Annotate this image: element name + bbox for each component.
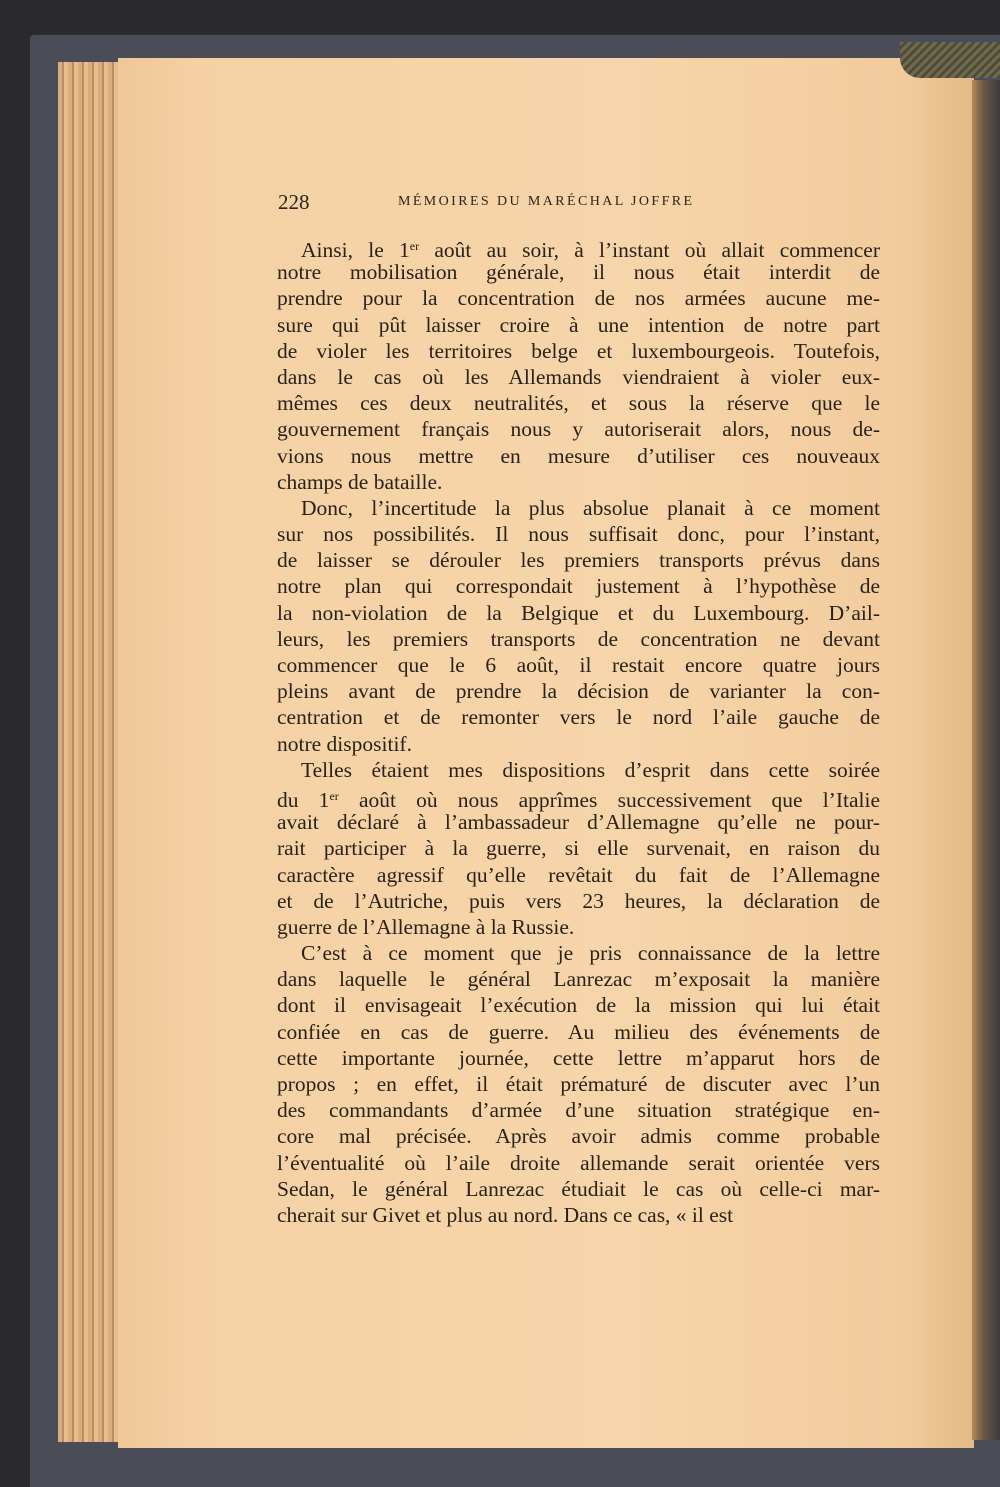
text-line: et de l’Autriche, puis vers 23 heures, la déclaration de	[277, 888, 880, 913]
text-line: rait participer à la guerre, si elle survenait, en raison du	[277, 836, 880, 861]
text-line: Telles étaient mes dispositions d’esprit dans cette soirée	[301, 757, 880, 782]
body-text	[277, 233, 880, 1228]
text-line: de violer les territoires belge et luxembourgeois. Toutefois,	[277, 338, 880, 363]
text-line: dans le cas où les Allemands viendraient à violer eux-	[277, 364, 880, 389]
text-line: C’est à ce moment que je pris connaissance de la lettre	[301, 941, 880, 966]
text-line: des commandants d’armée d’une situation stratégique en-	[277, 1098, 880, 1123]
text-line: guerre de l’Allemagne à la Russie.	[277, 914, 575, 939]
paragraph	[277, 233, 880, 495]
text-line: core mal précisée. Après avoir admis comme probable	[277, 1124, 880, 1149]
text-line: leurs, les premiers transports de concentration ne devant	[277, 626, 880, 651]
page-number: 228	[278, 190, 310, 214]
text-line: commencer que le 6 août, il restait encore quatre jours	[277, 653, 880, 677]
text-line: dont il envisageait l’exécution de la mission qui lui était	[277, 993, 880, 1018]
text-line: Ainsi, le 1er août au soir, à l’instant où allait commencer	[301, 238, 881, 262]
text-line: de laisser se dérouler les premiers transports prévus dans	[277, 548, 880, 573]
text-line: avait déclaré à l’ambassadeur d’Allemagne qu’elle ne pour-	[277, 810, 880, 835]
text-line: pleins avant de prendre la décision de varianter la con-	[277, 679, 880, 704]
text-line: notre dispositif.	[277, 731, 412, 756]
text-line: sur nos possibilités. Il nous suffisait donc, pour l’instant,	[277, 522, 880, 547]
text-line: cette importante journée, cette lettre m’apparut hors de	[277, 1045, 880, 1070]
text-line: vions nous mettre en mesure d’utiliser ces nouveaux	[277, 443, 880, 468]
running-head	[278, 190, 878, 220]
text-line: gouvernement français nous y autoriserait alors, nous de-	[277, 417, 880, 442]
text-line: prendre pour la concentration de nos armées aucune me-	[277, 286, 880, 311]
text-line: mêmes ces deux neutralités, et sous la réserve que le	[277, 391, 880, 416]
text-line: champs de bataille.	[277, 469, 443, 494]
text-line: confiée en cas de guerre. Au milieu des événements de	[277, 1019, 880, 1044]
text-line: notre plan qui correspondait justement à l’hypothèse de	[277, 574, 880, 599]
text-line: sure qui pût laisser croire à une intention de notre part	[277, 312, 880, 337]
paragraph	[277, 940, 880, 1228]
text-line: Donc, l’incertitude la plus absolue planait à ce moment	[301, 495, 880, 520]
text-line: la non-violation de la Belgique et du Luxembourg. D’ail-	[277, 600, 880, 625]
text-line: notre mobilisation générale, il nous était interdit de	[277, 260, 880, 285]
text-line: caractère agressif qu’elle revêtait du fait de l’Allemagne	[277, 862, 880, 887]
text-line: centration et de remonter vers le nord l’aile gauche de	[277, 705, 880, 730]
paragraph	[277, 757, 880, 940]
headband	[900, 42, 1000, 78]
running-title: MÉMOIRES DU MARÉCHAL JOFFRE	[398, 194, 695, 209]
text-line: l’éventualité où l’aile droite allemande serait orientée vers	[277, 1150, 880, 1175]
paragraph	[277, 495, 880, 757]
text-line: propos ; en effet, il était prématuré de discuter avec l’un	[277, 1072, 880, 1096]
text-line: Sedan, le général Lanrezac étudiait le cas où celle-ci mar-	[277, 1176, 880, 1201]
gutter-shadow	[972, 80, 1000, 1440]
text-line: du 1er août où nous apprîmes successivement que l’Italie	[277, 787, 880, 812]
text-line: dans laquelle le général Lanrezac m’exposait la manière	[277, 967, 880, 992]
text-line: cherait sur Givet et plus au nord. Dans ce cas, « il est	[277, 1202, 734, 1227]
